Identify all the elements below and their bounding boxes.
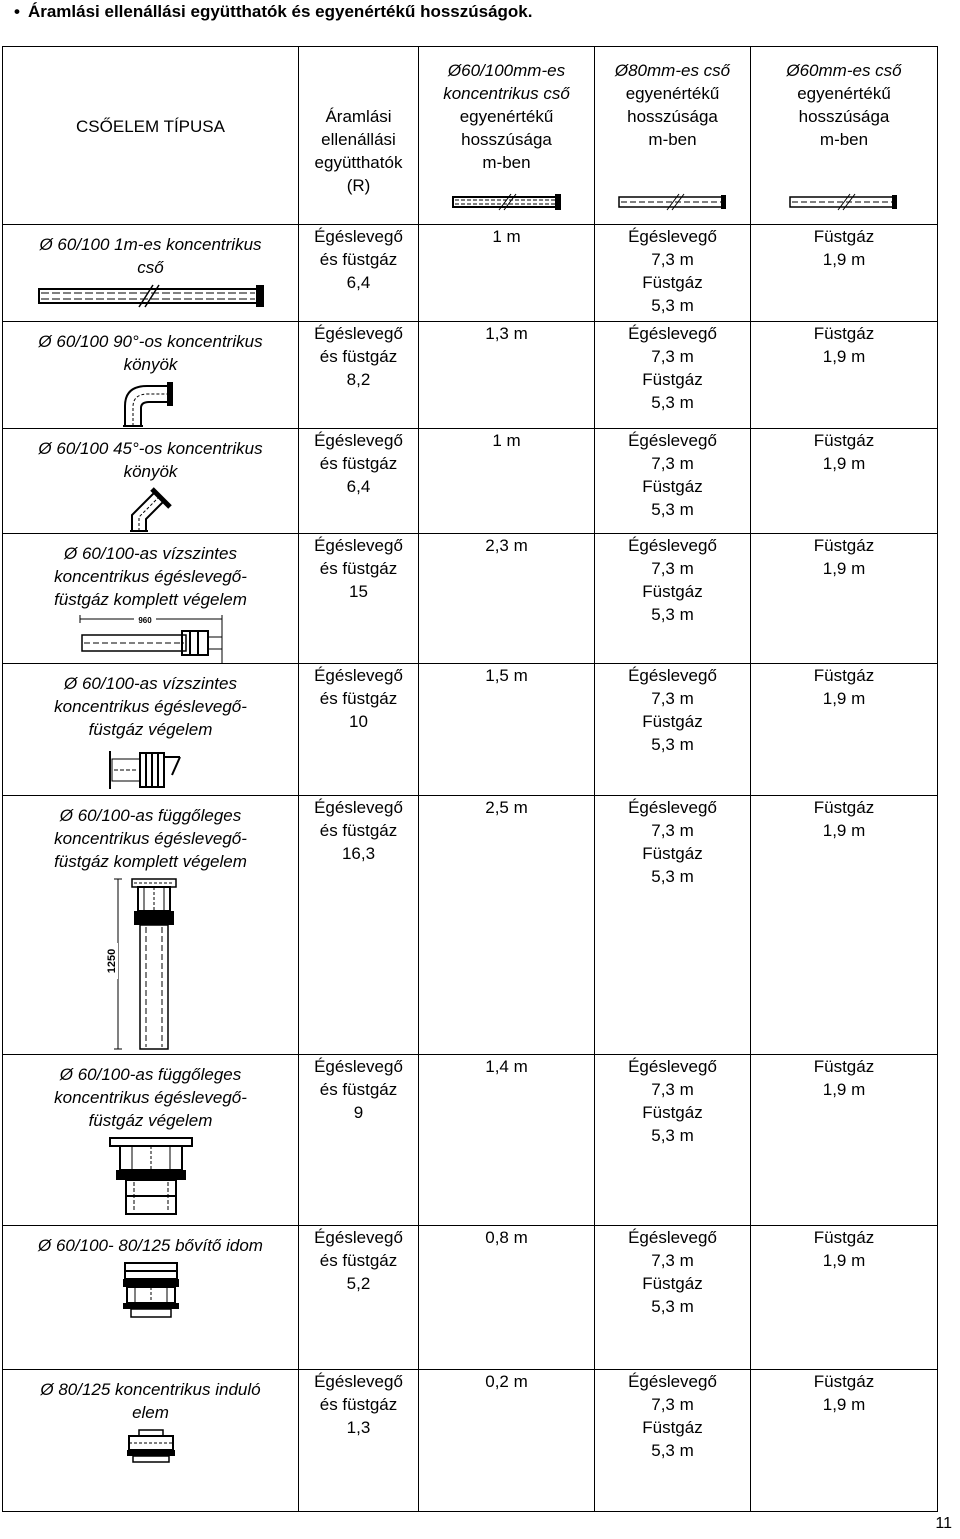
elbow-90-icon xyxy=(121,380,181,428)
row-type: Ø 60/100-as függőleges koncentrikus égéslevegő- füstgáz végelem xyxy=(3,1055,299,1226)
row-resistance: Égéslevegő és füstgáz 5,2 xyxy=(299,1226,419,1370)
header-resistance: Áramlási ellenállási együtthatók (R) xyxy=(299,47,419,225)
elbow-45-icon xyxy=(126,487,176,533)
row-resistance: Égéslevegő és füstgáz 6,4 xyxy=(299,429,419,534)
row-resistance: Égéslevegő és füstgáz 15 xyxy=(299,534,419,664)
row-eq-60-100: 1 m xyxy=(419,225,595,322)
table-row xyxy=(3,1370,938,1512)
start-element-icon xyxy=(125,1428,177,1464)
header-60-100: Ø60/100mm-es koncentrikus cső egyenértékű hosszúsága m-ben xyxy=(419,47,595,225)
table-row xyxy=(3,796,938,1055)
row-type: Ø 60/100 1m-es koncentrikus cső xyxy=(3,225,299,322)
row-eq-60: Füstgáz 1,9 m xyxy=(751,322,938,429)
row-eq-60: Füstgáz 1,9 m xyxy=(751,1370,938,1512)
row-eq-60-100: 0,2 m xyxy=(419,1370,595,1512)
row-eq-60-100: 1,3 m xyxy=(419,322,595,429)
row-eq-60-100: 1 m xyxy=(419,429,595,534)
heading-text: Áramlási ellenállási együtthatók és egyenértékű hosszúságok. xyxy=(27,2,533,21)
dimension-label: 960 xyxy=(137,616,152,625)
page-number: 11 xyxy=(935,1515,952,1532)
table-row xyxy=(3,664,938,796)
table-row xyxy=(3,322,938,429)
single-pipe-icon xyxy=(615,192,731,212)
row-eq-80: Égéslevegő 7,3 m Füstgáz 5,3 m xyxy=(595,664,751,796)
adapter-icon xyxy=(121,1261,181,1319)
row-eq-60: Füstgáz 1,9 m xyxy=(751,1226,938,1370)
row-eq-80: Égéslevegő 7,3 m Füstgáz 5,3 m xyxy=(595,1226,751,1370)
dimension-label: 1250 xyxy=(105,948,118,974)
horizontal-terminal-icon xyxy=(76,615,226,663)
row-resistance: Égéslevegő és füstgáz 6,4 xyxy=(299,225,419,322)
row-eq-60-100: 0,8 m xyxy=(419,1226,595,1370)
vertical-end-icon xyxy=(106,1136,196,1216)
row-eq-60: Füstgáz 1,9 m xyxy=(751,664,938,796)
row-eq-60: Füstgáz 1,9 m xyxy=(751,1055,938,1226)
row-type: Ø 60/100-as vízszintes koncentrikus égéslevegő- füstgáz végelem xyxy=(3,664,299,796)
header-row xyxy=(3,47,938,225)
row-type: Ø 60/100-as vízszintes koncentrikus égéslevegő- füstgáz komplett végelem 960 xyxy=(3,534,299,664)
row-type: Ø 80/125 koncentrikus induló elem xyxy=(3,1370,299,1512)
row-resistance: Égéslevegő és füstgáz 9 xyxy=(299,1055,419,1226)
row-eq-80: Égéslevegő 7,3 m Füstgáz 5,3 m xyxy=(595,1055,751,1226)
row-eq-60-100: 1,5 m xyxy=(419,664,595,796)
row-eq-80: Égéslevegő 7,3 m Füstgáz 5,3 m xyxy=(595,796,751,1055)
row-eq-80: Égéslevegő 7,3 m Füstgáz 5,3 m xyxy=(595,1370,751,1512)
concentric-pipe-icon xyxy=(449,192,565,212)
row-eq-60-100: 1,4 m xyxy=(419,1055,595,1226)
horizontal-end-icon xyxy=(106,745,196,795)
header-80: Ø80mm-es cső egyenértékű hosszúsága m-ben xyxy=(595,47,751,225)
section-heading xyxy=(14,2,532,22)
resistance-table xyxy=(2,46,938,1512)
straight-pipe-icon xyxy=(35,283,267,309)
row-eq-60: Füstgáz 1,9 m xyxy=(751,225,938,322)
row-eq-80: Égéslevegő 7,3 m Füstgáz 5,3 m xyxy=(595,534,751,664)
table-row xyxy=(3,534,938,664)
row-eq-60-100: 2,3 m xyxy=(419,534,595,664)
row-resistance: Égéslevegő és füstgáz 16,3 xyxy=(299,796,419,1055)
header-type: CSŐELEM TÍPUSA xyxy=(3,47,299,225)
table-row xyxy=(3,225,938,322)
row-eq-80: Égéslevegő 7,3 m Füstgáz 5,3 m xyxy=(595,225,751,322)
row-type: Ø 60/100 90°-os koncentrikus könyök xyxy=(3,322,299,429)
row-resistance: Égéslevegő és füstgáz 1,3 xyxy=(299,1370,419,1512)
row-eq-60: Füstgáz 1,9 m xyxy=(751,796,938,1055)
table-row xyxy=(3,1226,938,1370)
row-type: Ø 60/100- 80/125 bővítő idom xyxy=(3,1226,299,1370)
header-60: Ø60mm-es cső egyenértékű hosszúsága m-ben xyxy=(751,47,938,225)
row-eq-80: Égéslevegő 7,3 m Füstgáz 5,3 m xyxy=(595,322,751,429)
table-row xyxy=(3,1055,938,1226)
row-eq-80: Égéslevegő 7,3 m Füstgáz 5,3 m xyxy=(595,429,751,534)
row-eq-60: Füstgáz 1,9 m xyxy=(751,429,938,534)
row-resistance: Égéslevegő és füstgáz 10 xyxy=(299,664,419,796)
row-eq-60: Füstgáz 1,9 m xyxy=(751,534,938,664)
row-type: Ø 60/100 45°-os koncentrikus könyök xyxy=(3,429,299,534)
vertical-terminal-icon xyxy=(96,877,206,1053)
row-resistance: Égéslevegő és füstgáz 8,2 xyxy=(299,322,419,429)
single-pipe-icon xyxy=(786,192,902,212)
bullet: • xyxy=(14,2,20,21)
row-type: Ø 60/100-as függőleges koncentrikus égéslevegő- füstgáz komplett végelem 1250 xyxy=(3,796,299,1055)
table-row xyxy=(3,429,938,534)
row-eq-60-100: 2,5 m xyxy=(419,796,595,1055)
